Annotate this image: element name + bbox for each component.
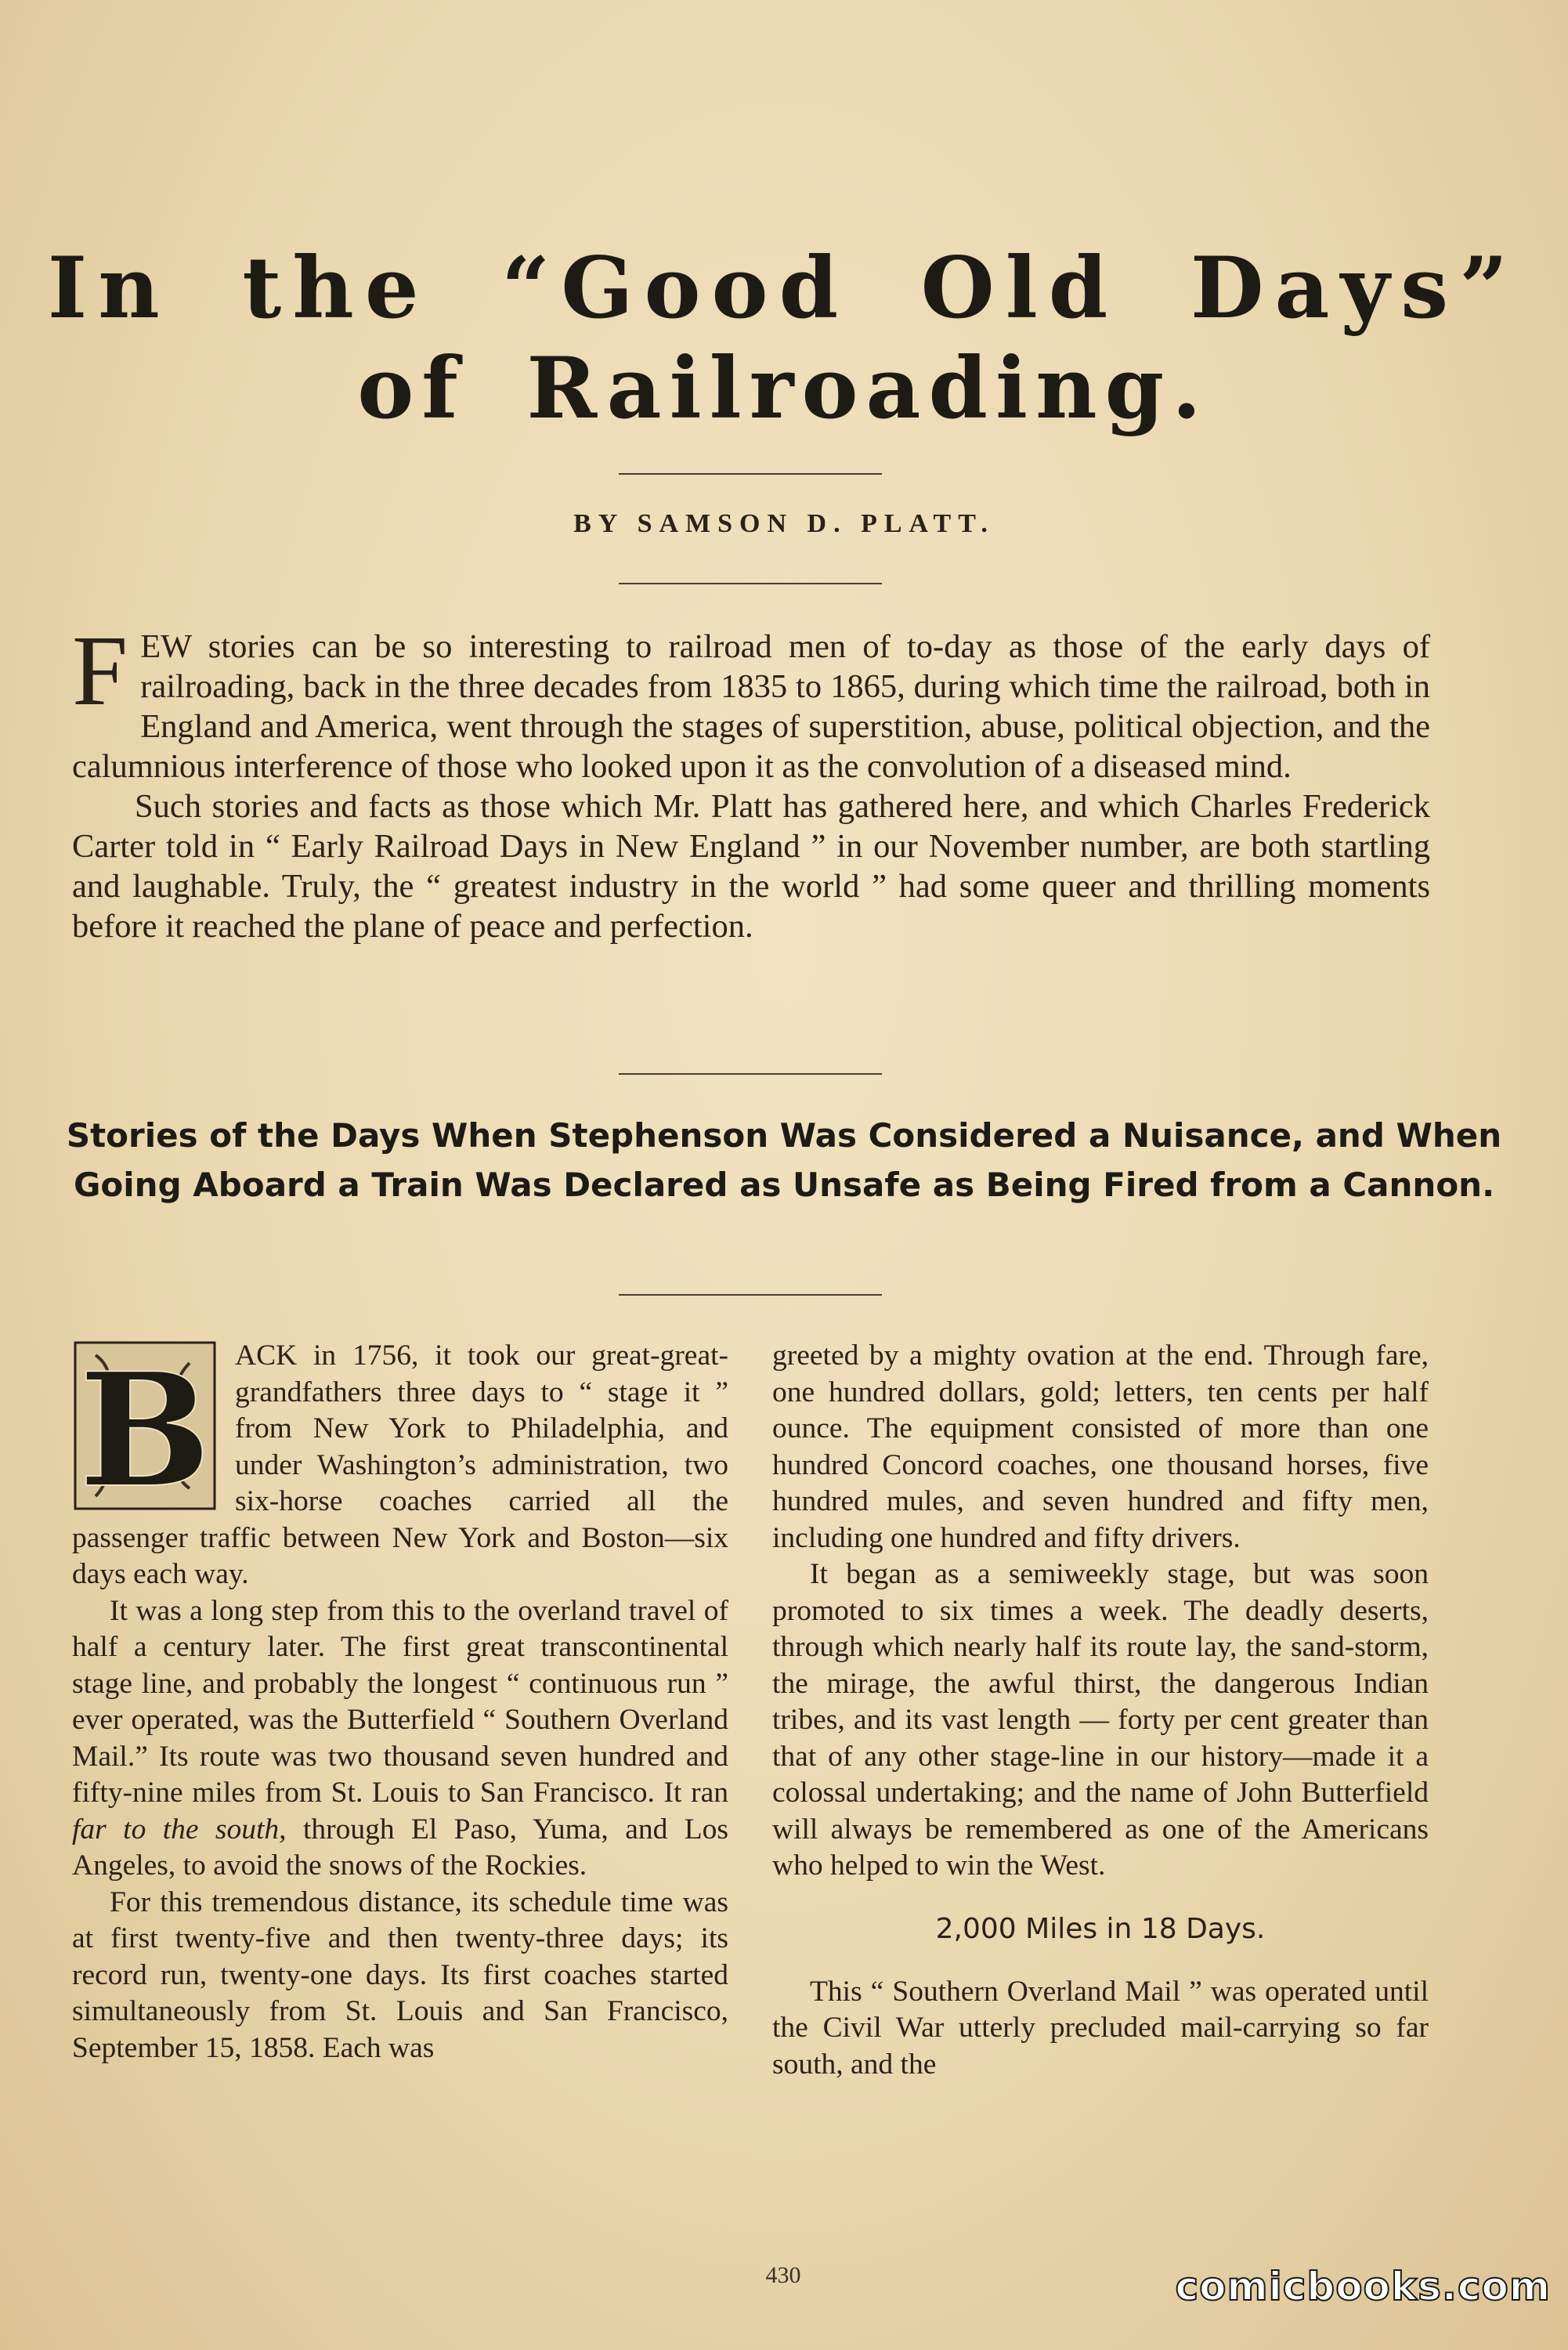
intro-dropcap: F	[72, 615, 128, 726]
body-column-right	[772, 1338, 1429, 2083]
body-right-paragraph-1: greeted by a mighty ovation at the end. Through fare, one hundred dollars, gold; letters, ten cents per half ounce. The equipment consisted of more than one hundred Concord coaches, one thousand horses, five hundred mules, and seven hundred and fifty men, including one hundred and fifty drivers.	[772, 1340, 1429, 1554]
subhead-rule	[619, 1294, 882, 1296]
article-title-line2: of Railroading.	[357, 339, 1209, 438]
body-left-paragraph-2	[72, 1593, 728, 1885]
intro-paragraph-1	[72, 615, 1430, 786]
title-rule	[619, 473, 882, 475]
byline: BY SAMSON D. PLATT.	[573, 509, 995, 538]
body-left-paragraph-2-text-b: through El Paso, Yuma, and Los Angeles, to avoid the snows of the Rockies.	[72, 1813, 728, 1882]
body-right-paragraph-2: It began as a semiweekly stage, but was soon promoted to six times a week. The deadly deserts, through which nearly half its route lay, the sand-storm, the mirage, the awful thirst, the dangerous Indian tribes, and its vast length — forty per cent greater than that of any other stage-line in our history—made it a colossal undertaking; and the name of John Butterfield will always be remembered as one of the Americans who helped to win the West.	[772, 1558, 1429, 1882]
page-number: 430	[765, 2262, 801, 2288]
body-left-paragraph-3: For this tremendous distance, its schedule time was at first twenty-five and then twenty-three days; its record run, twenty-one days. Its first coaches started simultaneously from St. Louis and San Francisco, September 15, 1858. Each was	[72, 1885, 728, 2064]
body-right-paragraph-3: This “ Southern Overland Mail ” was operated until the Civil War utterly precluded mail-carrying so far south, and the	[772, 1975, 1429, 2081]
byline-rule	[619, 583, 882, 584]
article-title-line1: In the “Good Old Days”	[47, 239, 1519, 338]
intro-paragraph-2: Such stories and facts as those which Mr. Platt has gathered here, and which Charles Frederick Carter told in “ Early Railroad Days in New England ” in our November number, are both startling and laughable. Truly, the “ greatest industry in the world ” had some queer and thrilling moments before it reached the plane of peace and perfection.	[72, 788, 1430, 945]
body-column-left	[72, 1338, 728, 2066]
article-subhead: Stories of the Days When Stephenson Was Considered a Nuisance, and When Going Aboard a Train Was Declared as Unsafe as Being Fired from a Cannon.	[66, 1116, 1502, 1204]
body-left-paragraph-1-text: ACK in 1756, it took our great-great-grandfathers three days to “ stage it ” from New York to Philadelphia, and under Washington’s administration, two six-horse coaches carried all the passenger traffic between New York and Boston—six days each way.	[72, 1340, 728, 1590]
ornamental-b-dropcap-icon	[72, 1340, 218, 1512]
intro-paragraph-1-text: EW stories can be so interesting to railroad men of to-day as those of the early days of railroading, back in the three decades from 1835 to 1865, during which time the railroad, both in England and America, went through the stages of superstition, abuse, political objection, and the calumnious interference of those who looked upon it as the convolution of a diseased mind.	[72, 628, 1430, 785]
intro-block	[72, 615, 1430, 946]
intro-rule	[619, 1073, 882, 1075]
section-heading: 2,000 Miles in 18 Days.	[935, 1912, 1266, 1945]
ornamental-b-letter: B	[78, 1340, 211, 1512]
watermark-logo: comicbooks.com	[1175, 2264, 1551, 2309]
body-left-paragraph-1	[72, 1338, 728, 1593]
body-left-paragraph-2-text-a: It was a long step from this to the overland travel of half a century later. The first great transcontinental stage line, and probably the longest “ continuous run ” ever operated, was the Butterfield “ Southern Overland Mail.” Its route was two thousand seven hundred and fifty-nine miles from St. Louis to San Francisco. It ran	[72, 1594, 728, 1809]
body-left-paragraph-2-emphasis: far to the south,	[72, 1813, 287, 1846]
